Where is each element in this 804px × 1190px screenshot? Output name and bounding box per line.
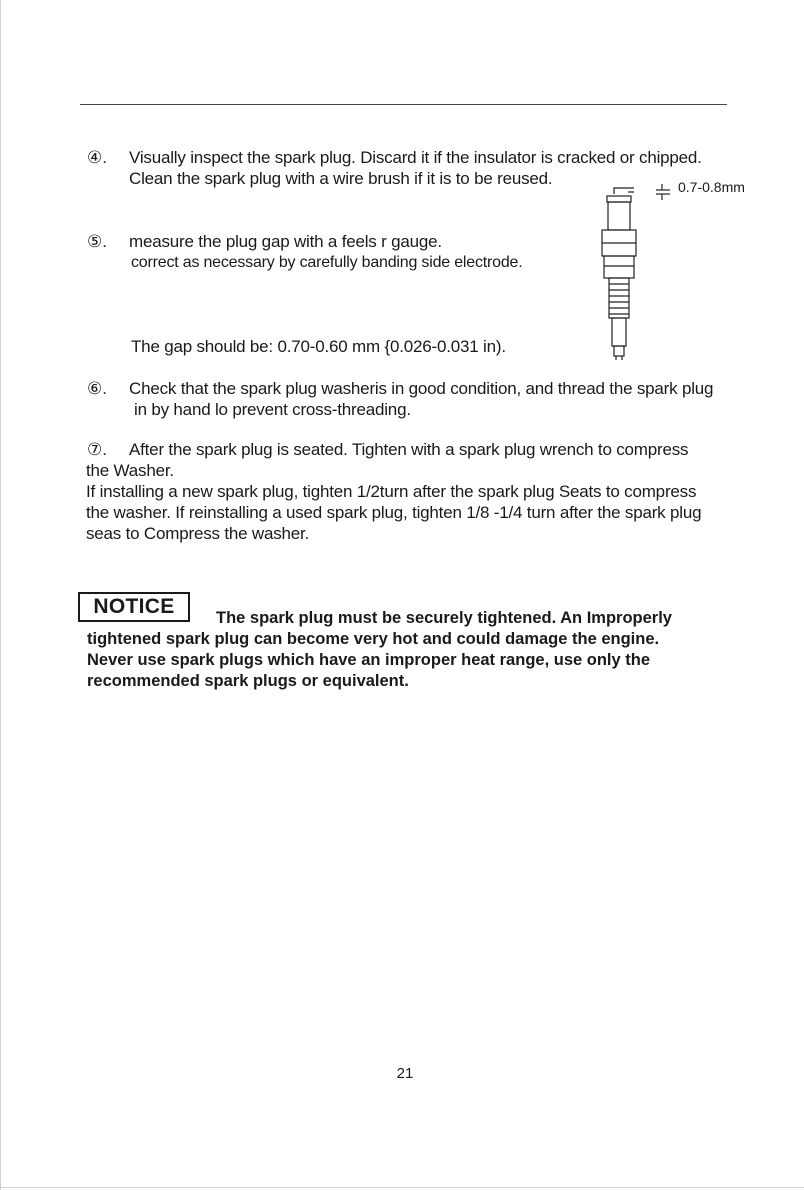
notice-line-3: Never use spark plugs which have an improper heat range, use only the: [87, 651, 651, 669]
page-number: 21: [396, 1065, 414, 1082]
step-7-number: ⑦.: [87, 440, 107, 459]
gap-dimension-label: 0.7-0.8mm: [678, 179, 745, 195]
page-edge-bottom: [0, 1187, 804, 1188]
step-5-number: ⑤.: [87, 232, 107, 251]
step-4-line-2: Clean the spark plug with a wire brush if it is to be reused.: [129, 169, 553, 188]
step-5-line-2: correct as necessary by carefully banding side electrode.: [131, 254, 523, 271]
step-7-line-4: the washer. If reinstalling a used spark plug, tighten 1/8 -1/4 turn after the spark plug: [86, 503, 702, 522]
page-edge-left: [0, 0, 1, 1190]
step-7-line-5: seas to Compress the washer.: [86, 524, 310, 543]
notice-line-4: recommended spark plugs or equivalent.: [87, 672, 409, 690]
step-5-line-1: measure the plug gap with a feels r gauge.: [129, 232, 442, 251]
step-7-line-3: If installing a new spark plug, tighten 1/2turn after the spark plug Seats to compress: [86, 482, 697, 501]
notice-label-box: NOTICE: [78, 592, 190, 622]
notice-line-2: tightened spark plug can become very hot and could damage the engine.: [87, 630, 660, 648]
step-6-line-2: in by hand lo prevent cross-threading.: [134, 400, 411, 419]
header-rule: [80, 104, 727, 105]
step-7-line-1: After the spark plug is seated. Tighten with a spark plug wrench to compress: [129, 440, 689, 459]
step-4-line-1: Visually inspect the spark plug. Discard it if the insulator is cracked or chipped.: [129, 148, 702, 167]
step-6-line-1: Check that the spark plug washeris in good condition, and thread the spark plug: [129, 379, 714, 398]
step-4-number: ④.: [87, 148, 107, 167]
step-6-number: ⑥.: [87, 379, 107, 398]
step-7-line-2: the Washer.: [86, 461, 174, 480]
spark-plug-diagram-icon: [590, 180, 680, 370]
step-5-gap-spec: The gap should be: 0.70-0.60 mm {0.026-0.031 in).: [131, 337, 506, 356]
notice-line-1: The spark plug must be securely tightened. An Improperly: [216, 609, 672, 627]
